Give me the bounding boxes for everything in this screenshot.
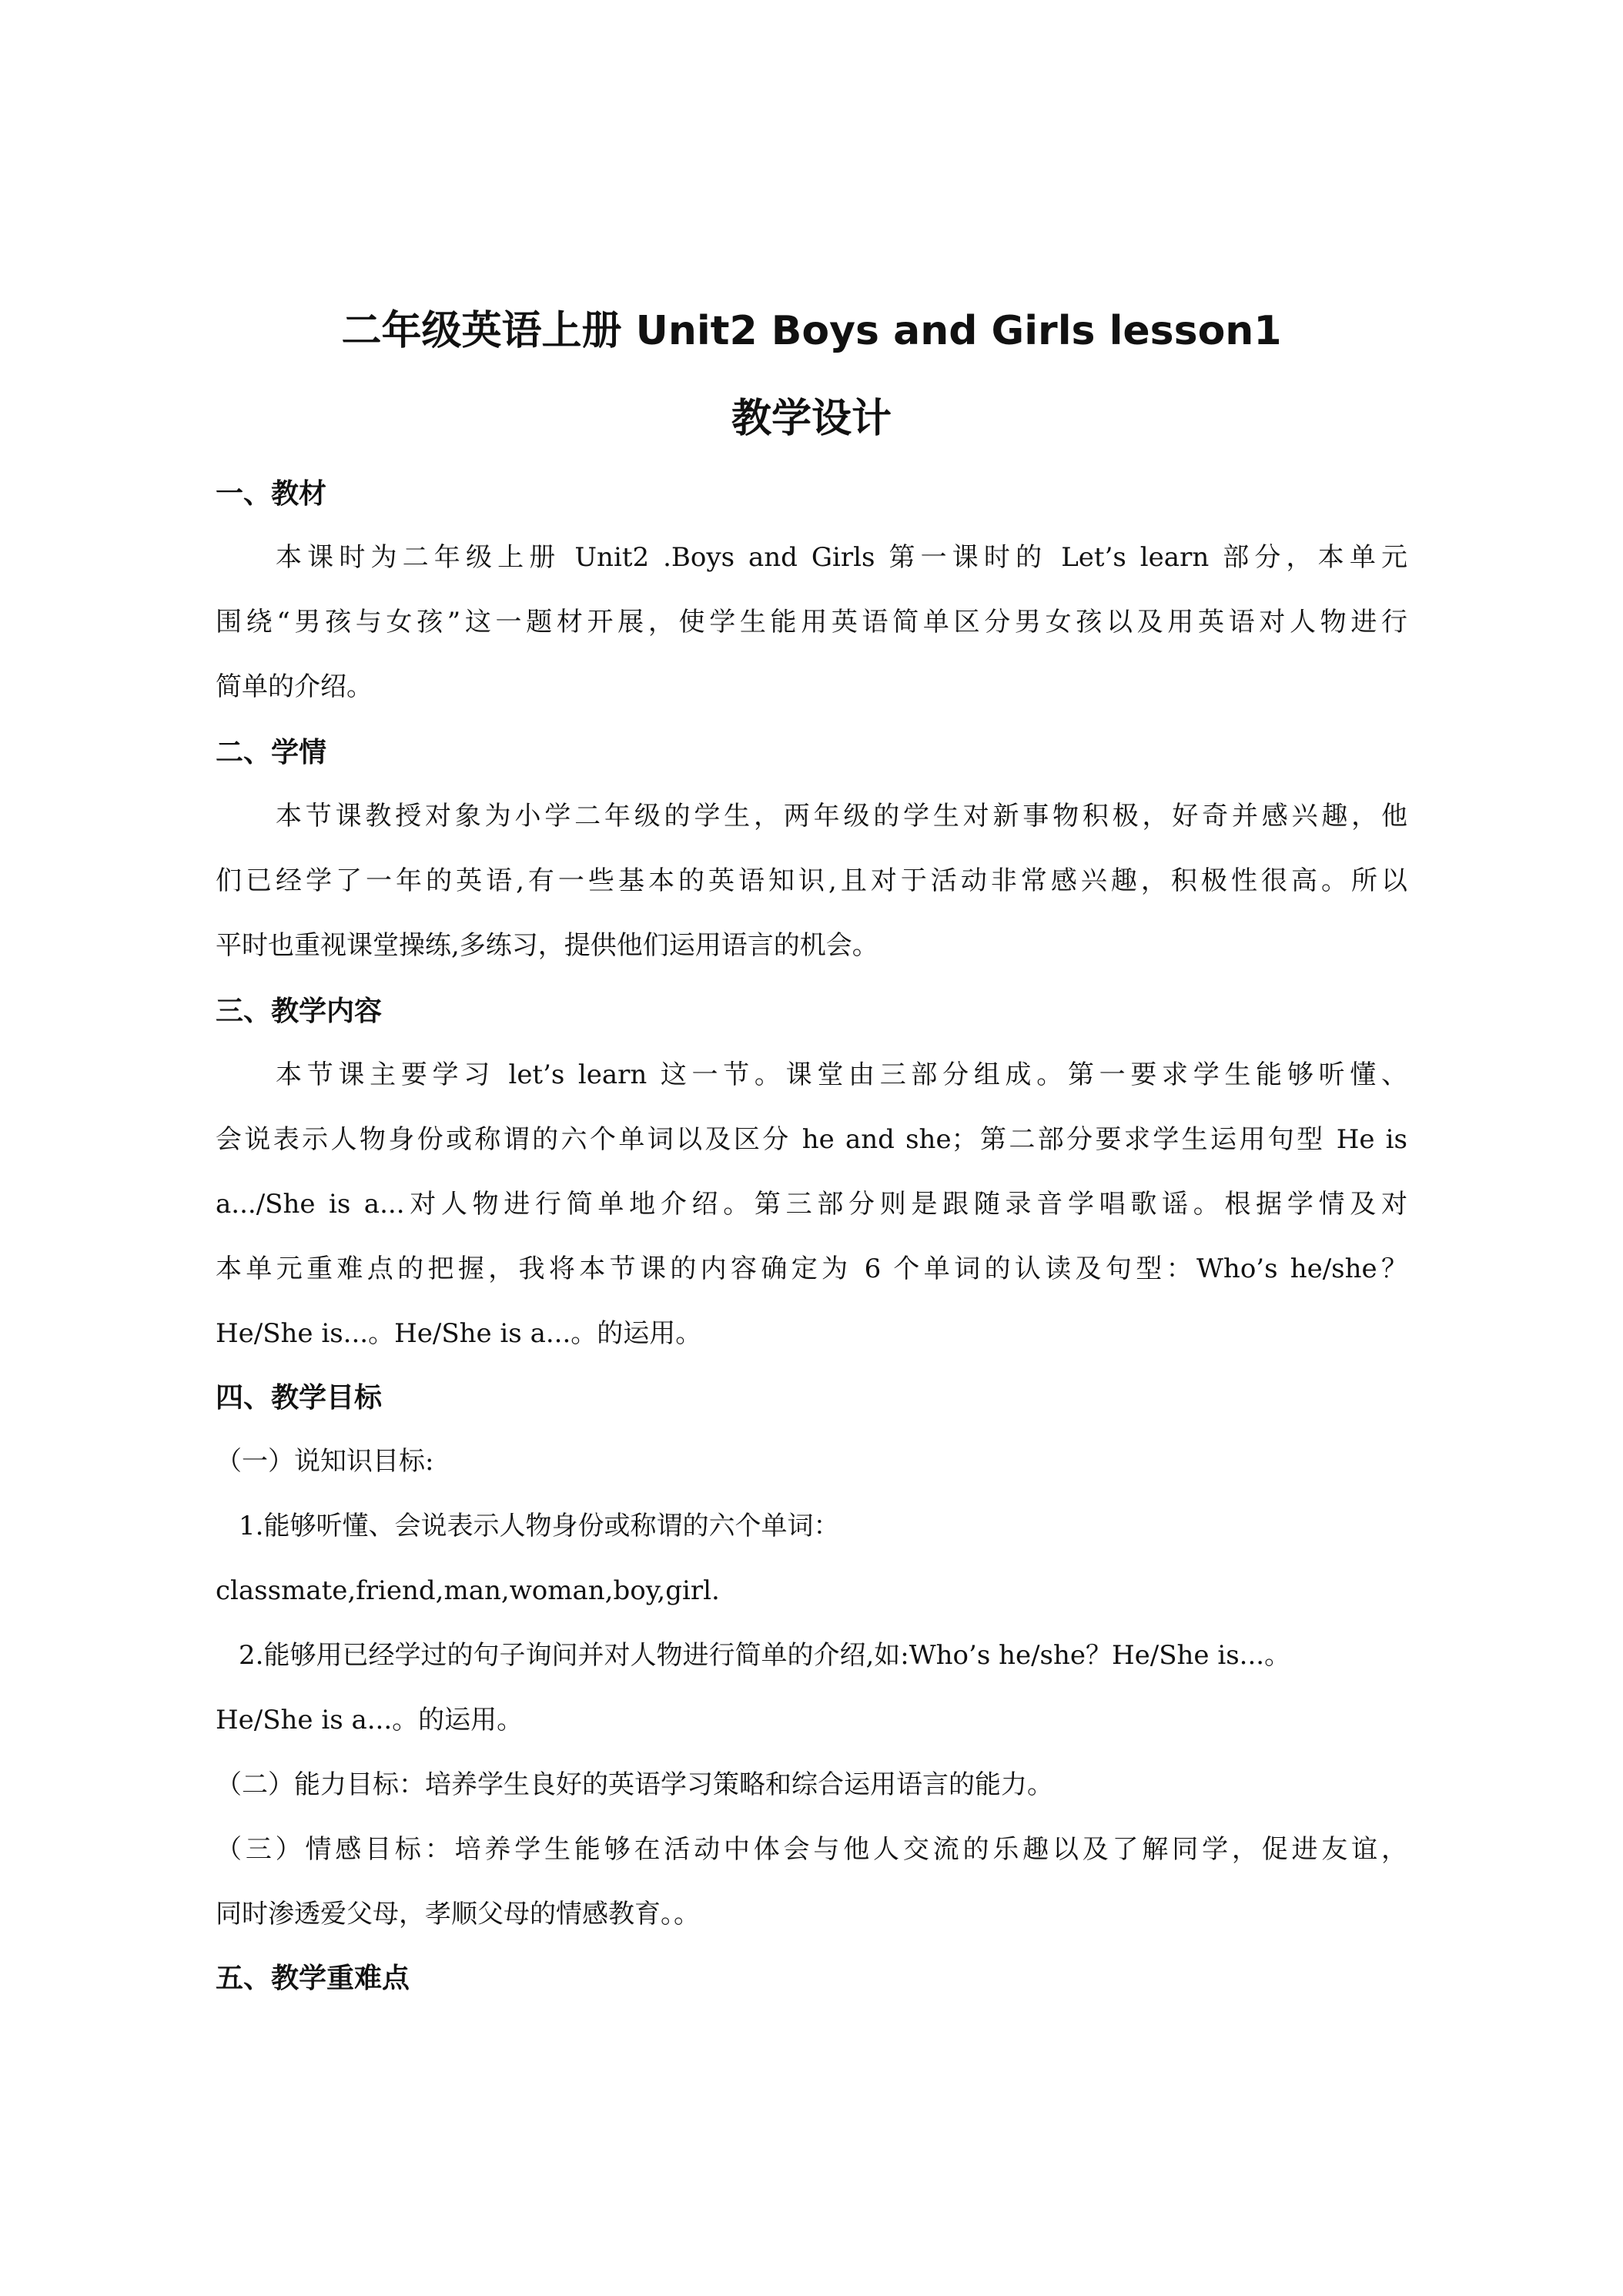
section-heading-objectives: 四、教学目标 <box>216 1382 383 1414</box>
paragraph-line: 本节课教授对象为小学二年级的学生，两年级的学生对新事物积极，好奇并感兴趣，他 <box>276 801 1407 832</box>
paragraph-line: He/She is a...。的运用。 <box>216 1705 524 1735</box>
paragraph-line: 同时渗透爱父母，孝顺父母的情感教育。。 <box>216 1899 700 1930</box>
vocabulary-list: classmate,friend,man,woman,boy,girl. <box>216 1575 720 1606</box>
objective-subheading: （一）说知识目标: <box>216 1446 434 1477</box>
objective-subheading: （二）能力目标：培养学生良好的英语学习策略和综合运用语言的能力。 <box>216 1769 1053 1800</box>
paragraph-line: a.../She is a...对人物进行简单地介绍。第三部分则是跟随录音学唱歌谣。根据学情及对 <box>216 1189 1407 1220</box>
paragraph-line: 围绕“男孩与女孩”这一题材开展，使学生能用英语简单区分男女孩以及用英语对人物进行 <box>216 607 1407 638</box>
document-subtitle: 教学设计 <box>731 396 892 442</box>
paragraph-line: 本节课主要学习 let’s learn 这一节。课堂由三部分组成。第一要求学生能够听懂、 <box>276 1059 1407 1090</box>
document-title: 二年级英语上册 Unit2 Boys and Girls lesson1 <box>341 308 1282 354</box>
paragraph-line: 本单元重难点的把握，我将本节课的内容确定为 6 个单词的认读及句型：Who’s he/she？ <box>216 1253 1407 1284</box>
objective-item: 2.能够用已经学过的句子询问并对人物进行简单的介绍,如:Who’s he/she？He/She is...。 <box>239 1640 1291 1671</box>
section-heading-materials: 一、教材 <box>216 478 327 510</box>
section-heading-key-points: 五、教学重难点 <box>216 1963 410 1994</box>
paragraph-line: 平时也重视课堂操练,多练习，提供他们运用语言的机会。 <box>216 930 878 961</box>
paragraph-line: 会说表示人物身份或称谓的六个单词以及区分 he and she；第二部分要求学生运用句型 He is <box>216 1124 1407 1155</box>
paragraph-line: 简单的介绍。 <box>216 671 373 702</box>
section-heading-learners: 二、学情 <box>216 737 327 768</box>
paragraph-line: He/She is...。He/She is a...。的运用。 <box>216 1318 702 1349</box>
section-heading-content: 三、教学内容 <box>216 996 383 1027</box>
paragraph-line: 们已经学了一年的英语,有一些基本的英语知识,且对于活动非常感兴趣，积极性很高。所以 <box>216 865 1407 896</box>
objective-subheading: （三）情感目标：培养学生能够在活动中体会与他人交流的乐趣以及了解同学，促进友谊， <box>216 1834 1407 1865</box>
paragraph-line: 本课时为二年级上册 Unit2 .Boys and Girls 第一课时的 Let’s learn 部分，本单元 <box>276 542 1407 573</box>
objective-item: 1.能够听懂、会说表示人物身份或称谓的六个单词： <box>239 1511 840 1541</box>
